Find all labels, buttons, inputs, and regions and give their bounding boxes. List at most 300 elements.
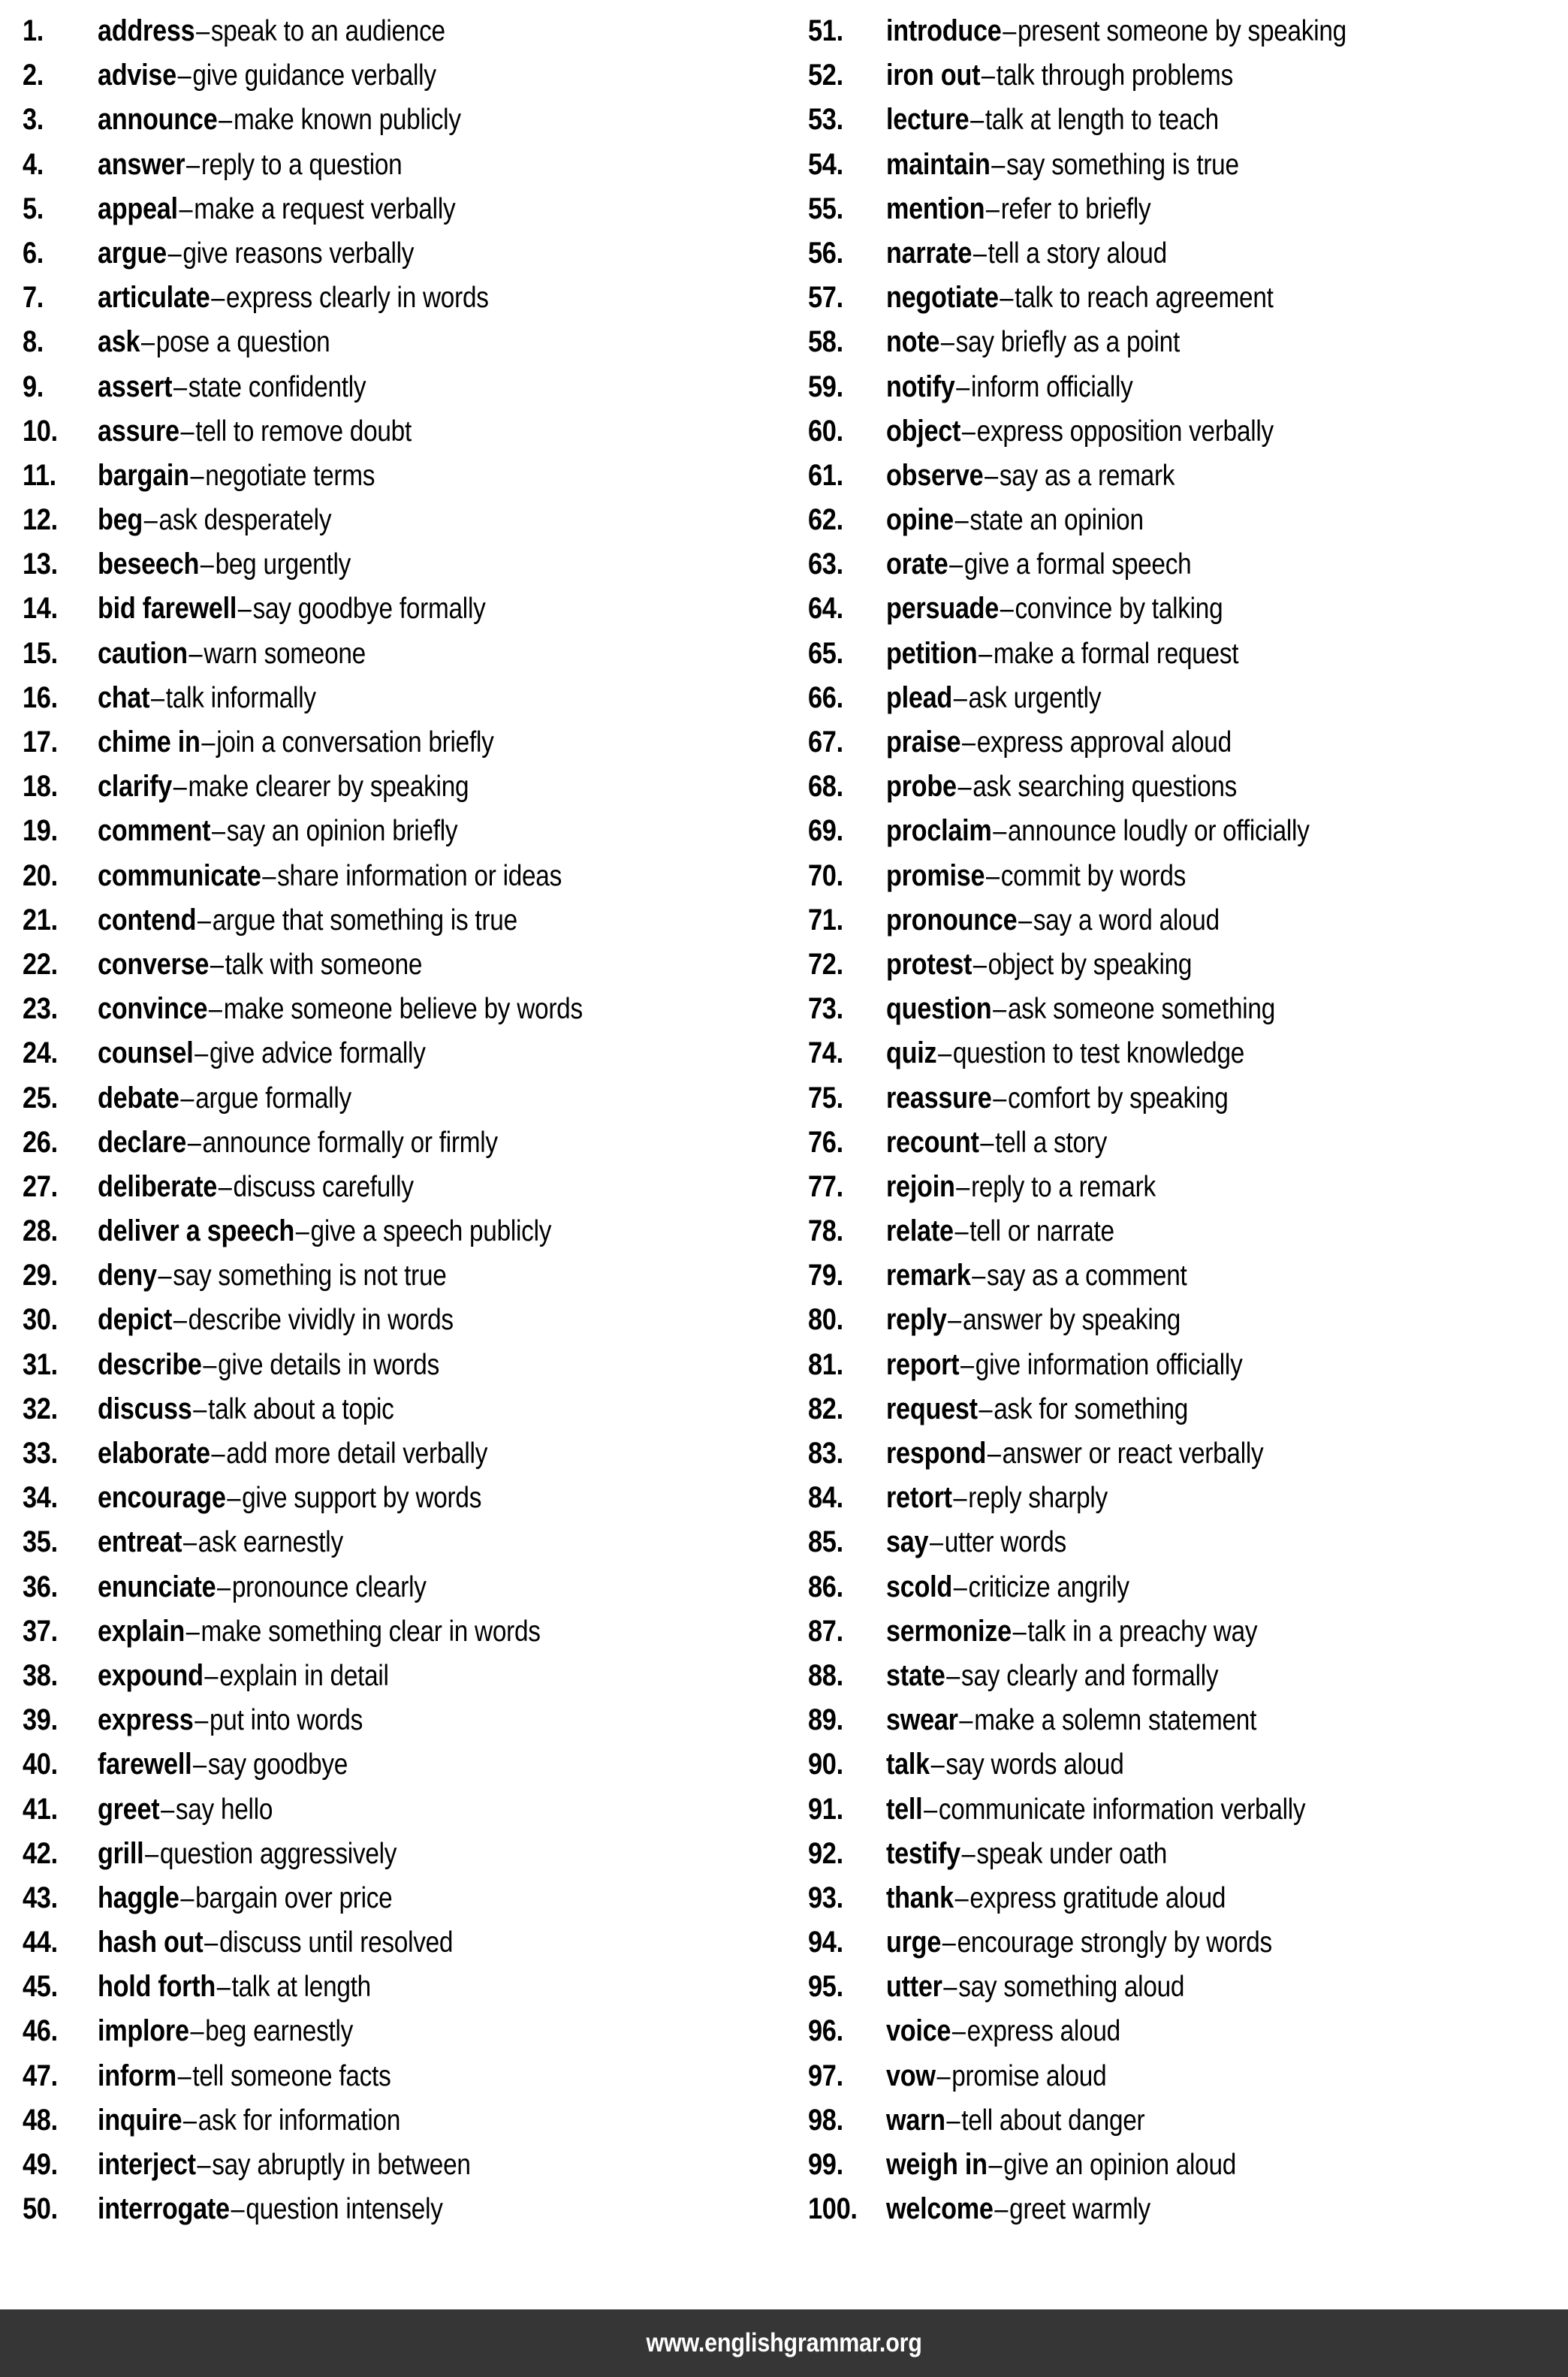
vocab-entry xyxy=(808,1476,1568,1520)
entry-definition: comfort by speaking xyxy=(1008,1081,1229,1115)
entry-separator: – xyxy=(194,1038,209,1070)
entry-separator: – xyxy=(143,505,158,537)
entry-definition: ask searching questions xyxy=(972,771,1238,804)
vocab-entry xyxy=(23,1387,784,1431)
entry-number: 24. xyxy=(23,1036,58,1070)
entry-definition: state an opinion xyxy=(969,504,1144,537)
entry-term: beg xyxy=(98,503,143,537)
entry-term: relate xyxy=(886,1214,954,1248)
entry-definition: say goodbye xyxy=(207,1748,348,1781)
entry-separator: – xyxy=(1000,282,1014,315)
vocab-entry xyxy=(808,1298,1568,1342)
entry-term: counsel xyxy=(98,1036,194,1070)
entry-definition: reply to a remark xyxy=(971,1170,1156,1203)
entry-text xyxy=(98,1165,414,1210)
entry-text xyxy=(98,1787,273,1833)
entry-number: 94. xyxy=(808,1926,843,1959)
entry-number: 99. xyxy=(808,2148,843,2181)
vocab-entry xyxy=(808,1121,1568,1165)
entry-text xyxy=(886,1431,1263,1477)
entry-definition: bargain over price xyxy=(195,1881,393,1914)
entry-separator: – xyxy=(938,1038,952,1070)
vocab-entry xyxy=(23,231,784,276)
entry-text xyxy=(886,1876,1226,1921)
entry-term: probe xyxy=(886,770,957,804)
entry-term: opine xyxy=(886,503,954,537)
entry-definition: put into words xyxy=(210,1704,363,1737)
entry-term: plead xyxy=(886,680,953,714)
entry-term: explain xyxy=(98,1614,185,1648)
entry-number: 41. xyxy=(23,1792,58,1826)
entry-number: 39. xyxy=(23,1703,58,1737)
entry-separator: – xyxy=(930,1749,945,1781)
entry-term: advise xyxy=(98,59,176,92)
entry-number: 98. xyxy=(808,2103,843,2137)
entry-number: 11. xyxy=(23,458,56,492)
entry-term: enunciate xyxy=(98,1570,216,1603)
vocab-entry xyxy=(808,765,1568,809)
entry-number: 65. xyxy=(808,636,843,670)
entry-separator: – xyxy=(993,994,1007,1026)
entry-number: 63. xyxy=(808,547,843,581)
entry-text xyxy=(886,2143,1236,2188)
entry-term: iron out xyxy=(886,59,981,92)
entry-separator: – xyxy=(948,1305,962,1337)
vocab-entry xyxy=(808,676,1568,720)
entry-text xyxy=(98,1253,447,1299)
entry-text xyxy=(886,1076,1229,1121)
entry-term: report xyxy=(886,1347,960,1381)
vocab-entry xyxy=(23,1076,784,1121)
entry-separator: – xyxy=(970,104,985,137)
entry-separator: – xyxy=(182,2104,198,2137)
entry-text xyxy=(98,1920,453,1965)
entry-separator: – xyxy=(985,193,1000,225)
entry-separator: – xyxy=(980,1127,994,1159)
vocab-entry xyxy=(23,1565,784,1609)
entry-number: 66. xyxy=(808,680,843,714)
entry-term: depict xyxy=(98,1303,173,1337)
entry-number: 40. xyxy=(23,1748,58,1781)
entry-number: 54. xyxy=(808,147,843,181)
vocab-entry xyxy=(23,1209,784,1253)
entry-text xyxy=(886,1609,1257,1655)
entry-number: 9. xyxy=(23,370,44,403)
vocab-entry xyxy=(808,2143,1568,2187)
entry-term: rejoin xyxy=(886,1169,955,1203)
entry-number: 42. xyxy=(23,1836,58,1870)
entry-separator: – xyxy=(981,60,996,92)
entry-separator: – xyxy=(145,1838,159,1870)
entry-number: 23. xyxy=(23,992,58,1026)
entry-term: quiz xyxy=(886,1036,937,1070)
entry-definition: explain in detail xyxy=(219,1659,389,1692)
vocab-entry xyxy=(23,720,784,765)
entry-definition: say clearly and formally xyxy=(961,1659,1219,1692)
entry-text xyxy=(886,809,1310,854)
entry-number: 48. xyxy=(23,2103,58,2137)
entry-number: 26. xyxy=(23,1125,58,1159)
vocab-entry xyxy=(808,1832,1568,1876)
entry-text xyxy=(886,765,1237,810)
vocab-entry xyxy=(23,2187,784,2231)
entry-term: describe xyxy=(98,1347,202,1381)
entry-definition: join a conversation briefly xyxy=(216,726,494,759)
entry-separator: – xyxy=(190,460,204,492)
entry-definition: promise aloud xyxy=(951,2059,1107,2092)
entry-separator: – xyxy=(961,1838,975,1870)
entry-text xyxy=(886,720,1232,765)
vocab-entry xyxy=(808,898,1568,943)
entry-term: protest xyxy=(886,947,972,981)
entry-text xyxy=(98,2009,353,2054)
entry-term: clarify xyxy=(98,770,172,804)
entry-term: interject xyxy=(98,2148,196,2181)
entry-separator: – xyxy=(187,1127,201,1159)
entry-text xyxy=(886,187,1150,232)
entry-term: deny xyxy=(98,1259,157,1293)
entry-definition: give a speech publicly xyxy=(310,1215,552,1248)
entry-separator: – xyxy=(204,1927,219,1959)
vocab-entry xyxy=(23,143,784,187)
entry-definition: say words aloud xyxy=(945,1748,1124,1781)
entry-definition: say goodbye formally xyxy=(252,593,486,626)
entry-separator: – xyxy=(193,1749,207,1781)
entry-definition: say a word aloud xyxy=(1033,903,1220,937)
entry-separator: – xyxy=(956,1171,970,1203)
vocab-entry xyxy=(808,1165,1568,1209)
entry-number: 27. xyxy=(23,1169,58,1203)
entry-text xyxy=(98,1431,487,1477)
entry-term: tell xyxy=(886,1792,923,1826)
vocab-entry xyxy=(23,898,784,943)
entry-definition: talk through problems xyxy=(996,59,1233,92)
entry-term: weigh in xyxy=(886,2148,988,2181)
entry-definition: describe vividly in words xyxy=(188,1304,454,1337)
entry-text xyxy=(886,1031,1244,1076)
entry-term: orate xyxy=(886,547,948,581)
entry-definition: say as a remark xyxy=(999,459,1175,492)
entry-term: articulate xyxy=(98,281,210,315)
entry-text xyxy=(98,542,351,587)
footer-website-url[interactable]: www.englishgrammar.org xyxy=(646,2328,922,2357)
vocab-entry xyxy=(23,854,784,898)
entry-definition: argue formally xyxy=(195,1081,351,1115)
vocab-entry xyxy=(808,2187,1568,2231)
entry-text xyxy=(98,53,436,98)
entry-text xyxy=(886,365,1133,410)
entry-separator: – xyxy=(988,2149,1003,2181)
entry-separator: – xyxy=(227,1483,241,1515)
vocabulary-list-left xyxy=(23,9,784,2231)
entry-text xyxy=(886,1920,1272,1965)
entry-separator: – xyxy=(167,237,182,270)
entry-definition: utter words xyxy=(944,1526,1066,1559)
vocab-entry xyxy=(23,187,784,231)
entry-number: 5. xyxy=(23,192,44,225)
entry-separator: – xyxy=(1003,16,1017,47)
entry-term: chat xyxy=(98,680,150,714)
entry-term: ask xyxy=(98,325,140,359)
vocab-entry xyxy=(808,2098,1568,2143)
entry-number: 43. xyxy=(23,1881,58,1914)
entry-text xyxy=(886,98,1219,143)
entry-text xyxy=(886,1965,1184,2010)
entry-definition: speak to an audience xyxy=(210,15,445,47)
vocab-entry xyxy=(808,409,1568,454)
entry-definition: express gratitude aloud xyxy=(969,1881,1226,1914)
entry-number: 59. xyxy=(808,370,843,403)
entry-definition: pose a question xyxy=(155,326,330,359)
entry-text xyxy=(886,454,1174,499)
entry-term: deliberate xyxy=(98,1169,218,1203)
entry-separator: – xyxy=(203,1349,217,1381)
entry-term: say xyxy=(886,1525,929,1559)
entry-number: 84. xyxy=(808,1481,843,1515)
entry-number: 86. xyxy=(808,1570,843,1603)
entry-number: 1. xyxy=(23,14,44,47)
vocab-entry xyxy=(808,1431,1568,1476)
entry-term: warn xyxy=(886,2103,945,2137)
entry-definition: say something is true xyxy=(1006,148,1239,181)
entry-term: chime in xyxy=(98,725,201,759)
entry-text xyxy=(886,2187,1150,2232)
vocab-entry xyxy=(23,1253,784,1298)
entry-number: 51. xyxy=(808,14,843,47)
entry-separator: – xyxy=(956,371,970,403)
entry-number: 69. xyxy=(808,814,843,848)
entry-definition: tell a story aloud xyxy=(988,237,1167,270)
entry-text xyxy=(98,1121,498,1166)
entry-text xyxy=(98,1742,348,1787)
entry-term: thank xyxy=(886,1881,954,1914)
entry-term: voice xyxy=(886,2014,951,2048)
entry-separator: – xyxy=(943,1971,957,2004)
entry-term: greet xyxy=(98,1792,160,1826)
vocab-entry xyxy=(23,1031,784,1075)
entry-number: 6. xyxy=(23,236,44,270)
entry-number: 17. xyxy=(23,725,58,759)
entry-term: convince xyxy=(98,992,208,1026)
entry-term: inquire xyxy=(98,2103,182,2137)
entry-text xyxy=(886,498,1144,543)
entry-separator: – xyxy=(177,60,191,92)
entry-text xyxy=(886,276,1274,321)
entry-separator: – xyxy=(961,727,976,759)
entry-separator: – xyxy=(1000,593,1014,626)
entry-definition: say an opinion briefly xyxy=(226,815,458,848)
entry-definition: ask urgently xyxy=(968,681,1102,714)
entry-number: 100. xyxy=(808,2192,858,2226)
entry-number: 91. xyxy=(808,1792,843,1826)
vocab-entry xyxy=(808,632,1568,676)
vocab-entry xyxy=(23,454,784,498)
entry-number: 12. xyxy=(23,503,58,537)
entry-separator: – xyxy=(959,1705,973,1737)
entry-term: pronounce xyxy=(886,903,1018,937)
vocab-entry xyxy=(808,1253,1568,1298)
entry-definition: announce loudly or officially xyxy=(1007,815,1310,848)
entry-text xyxy=(98,943,422,988)
entry-definition: ask desperately xyxy=(158,504,332,537)
entry-term: promise xyxy=(886,858,985,892)
vocab-entry xyxy=(23,987,784,1031)
entry-definition: commit by words xyxy=(1000,859,1187,892)
vocab-entry xyxy=(808,1387,1568,1431)
entry-term: declare xyxy=(98,1125,186,1159)
entry-definition: reply to a question xyxy=(201,148,403,181)
entry-separator: – xyxy=(972,949,987,981)
entry-number: 21. xyxy=(23,903,58,937)
entry-number: 62. xyxy=(808,503,843,537)
entry-term: contend xyxy=(98,903,197,937)
entry-separator: – xyxy=(196,16,210,47)
entry-separator: – xyxy=(173,371,188,403)
entry-number: 33. xyxy=(23,1437,58,1470)
entry-number: 71. xyxy=(808,903,843,937)
vocab-entry xyxy=(808,1698,1568,1742)
entry-text xyxy=(886,542,1191,587)
entry-text xyxy=(886,1698,1256,1743)
entry-term: caution xyxy=(98,636,188,670)
entry-separator: – xyxy=(987,1438,1001,1470)
entry-text xyxy=(98,987,583,1032)
entry-separator: – xyxy=(197,2149,211,2181)
entry-term: answer xyxy=(98,147,185,181)
entry-text xyxy=(98,143,402,188)
entry-definition: give guidance verbally xyxy=(192,59,436,92)
vocab-entry xyxy=(23,1165,784,1209)
vocab-entry xyxy=(23,1654,784,1698)
entry-text xyxy=(98,1298,454,1343)
entry-number: 77. xyxy=(808,1169,843,1203)
entry-separator: – xyxy=(180,1082,194,1115)
entry-text xyxy=(98,1609,541,1655)
entry-text xyxy=(98,2143,471,2188)
right-column xyxy=(784,9,1568,2231)
entry-text xyxy=(98,187,455,232)
entry-definition: make someone believe by words xyxy=(223,993,583,1026)
entry-definition: give a formal speech xyxy=(963,548,1192,581)
entry-number: 93. xyxy=(808,1881,843,1914)
entry-definition: object by speaking xyxy=(988,948,1193,981)
entry-definition: say something aloud xyxy=(958,1971,1185,2004)
vocab-entry xyxy=(808,454,1568,498)
entry-number: 88. xyxy=(808,1658,843,1692)
entry-text xyxy=(886,2054,1106,2099)
vocab-entry xyxy=(23,1742,784,1787)
entry-term: praise xyxy=(886,725,961,759)
entry-definition: ask for information xyxy=(198,2104,401,2137)
entry-definition: question to test knowledge xyxy=(952,1037,1245,1070)
entry-separator: – xyxy=(953,1483,967,1515)
entry-separator: – xyxy=(231,2194,245,2226)
entry-text xyxy=(886,2009,1120,2054)
vocab-entry xyxy=(23,587,784,631)
entry-term: sermonize xyxy=(886,1614,1012,1648)
entry-number: 76. xyxy=(808,1125,843,1159)
entry-separator: – xyxy=(954,505,969,537)
vocab-entry xyxy=(23,1343,784,1387)
vocab-entry xyxy=(808,187,1568,231)
entry-term: farewell xyxy=(98,1748,192,1781)
entry-text xyxy=(98,676,316,721)
entry-term: swear xyxy=(886,1703,958,1737)
entry-term: lecture xyxy=(886,103,969,137)
entry-term: proclaim xyxy=(886,814,992,848)
entry-term: notify xyxy=(886,370,955,403)
entry-text xyxy=(98,320,330,365)
entry-number: 53. xyxy=(808,103,843,137)
entry-separator: – xyxy=(182,1527,198,1559)
vocab-entry xyxy=(23,320,784,364)
entry-text xyxy=(98,765,469,810)
entry-text xyxy=(886,143,1239,188)
entry-term: object xyxy=(886,414,961,448)
entry-definition: tell a story xyxy=(995,1126,1108,1159)
vocab-entry xyxy=(808,809,1568,853)
entry-term: welcome xyxy=(886,2192,994,2226)
vocab-entry xyxy=(23,765,784,809)
entry-definition: say as a comment xyxy=(987,1259,1187,1293)
entry-definition: tell about danger xyxy=(961,2104,1145,2137)
entry-term: debate xyxy=(98,1081,179,1115)
entry-separator: – xyxy=(151,682,165,714)
entry-term: persuade xyxy=(886,592,1000,626)
entry-separator: – xyxy=(940,327,954,359)
entry-separator: – xyxy=(991,149,1006,181)
entry-separator: – xyxy=(924,1793,938,1826)
entry-number: 32. xyxy=(23,1392,58,1425)
entry-definition: make known publicly xyxy=(233,104,461,137)
entry-text xyxy=(886,987,1275,1032)
entry-definition: say abruptly in between xyxy=(212,2149,471,2181)
entry-definition: make something clear in words xyxy=(201,1615,541,1648)
entry-number: 34. xyxy=(23,1481,58,1515)
vocab-entry xyxy=(23,1965,784,2009)
entry-number: 96. xyxy=(808,2014,843,2048)
entry-term: comment xyxy=(98,814,211,848)
entry-separator: – xyxy=(204,1660,219,1692)
entry-text xyxy=(98,1654,389,1699)
vocab-entry xyxy=(808,1031,1568,1075)
entry-number: 68. xyxy=(808,770,843,804)
entry-separator: – xyxy=(954,1882,969,1914)
entry-separator: – xyxy=(951,2016,966,2048)
entry-definition: make a solemn statement xyxy=(974,1704,1257,1737)
entry-term: utter xyxy=(886,1970,942,2004)
entry-term: request xyxy=(886,1392,978,1425)
entry-term: urge xyxy=(886,1926,942,1959)
entry-text xyxy=(886,854,1186,899)
vocab-entry xyxy=(23,1121,784,1165)
entry-separator: – xyxy=(219,104,233,137)
vocab-entry xyxy=(808,1654,1568,1698)
entry-text xyxy=(98,1832,397,1877)
entry-separator: – xyxy=(141,327,155,359)
vocab-entry xyxy=(808,587,1568,631)
entry-definition: tell someone facts xyxy=(192,2059,391,2092)
vocab-entry xyxy=(23,943,784,987)
entry-definition: talk informally xyxy=(165,681,316,714)
entry-text xyxy=(98,898,517,943)
vocab-entry xyxy=(808,231,1568,276)
entry-text xyxy=(886,1832,1167,1877)
vocab-entry xyxy=(23,2098,784,2143)
entry-term: narrate xyxy=(886,236,972,270)
entry-definition: say something is not true xyxy=(173,1259,447,1293)
entry-term: question xyxy=(886,992,992,1026)
